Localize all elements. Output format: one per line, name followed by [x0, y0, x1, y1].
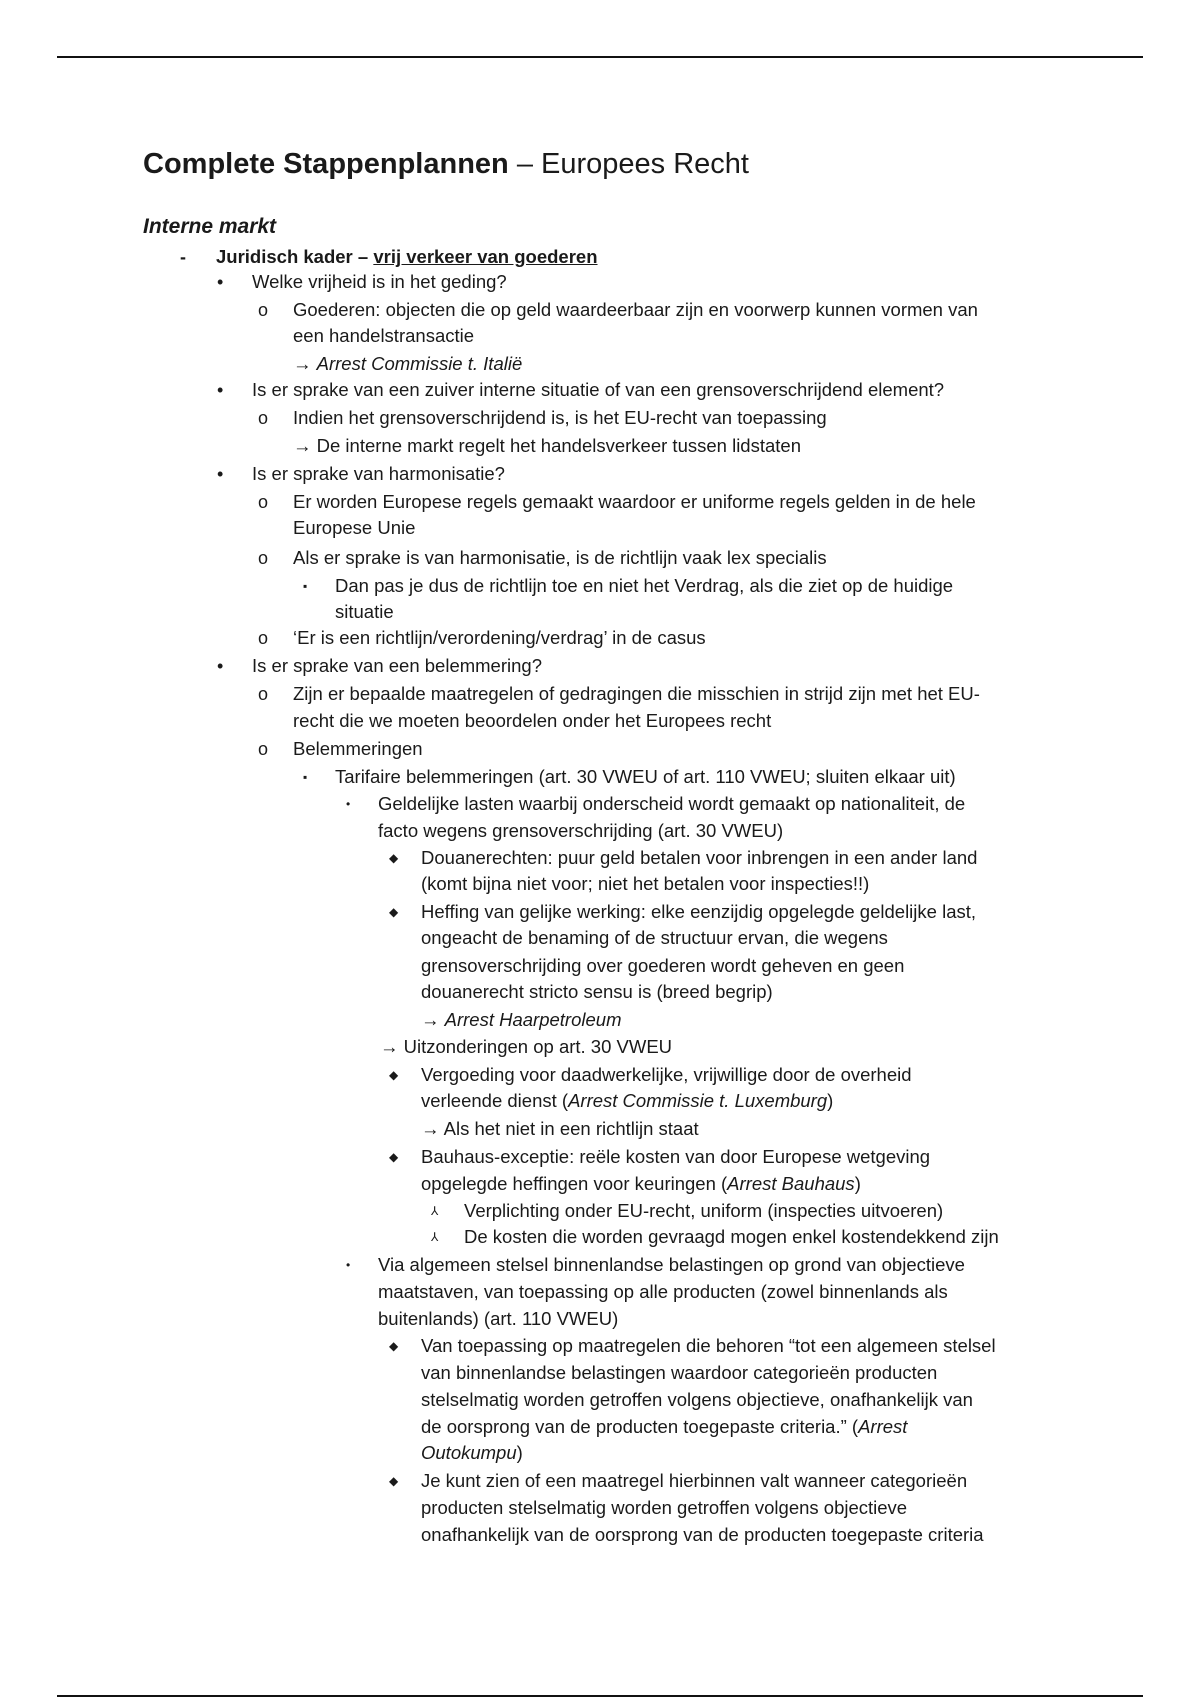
header-rule: [57, 56, 1143, 58]
list-item: [421, 1088, 833, 1114]
title-bold: Complete Stappenplannen: [143, 148, 509, 180]
small-bullet-marker: •: [346, 797, 351, 811]
list-item: grensoverschrijding over goederen wordt geheven en geen: [421, 955, 905, 976]
list-item: Geldelijke lasten waarbij onderscheid wordt gemaakt op nationaliteit, de: [378, 793, 966, 814]
arrow-text: Uitzonderingen op art. 30 VWEU: [403, 1036, 673, 1057]
text-part: opgelegde heffingen voor keuringen (: [421, 1173, 728, 1194]
arrow-line: [421, 1007, 621, 1033]
bullet-marker: •: [217, 464, 224, 484]
bullet-marker: •: [217, 656, 224, 676]
list-item: Is er sprake van een zuiver interne situatie of van een grensoverschrijdend element?: [252, 379, 945, 400]
diamond-marker: ◆: [389, 1068, 399, 1082]
circle-marker: o: [258, 408, 269, 428]
circle-marker: o: [258, 548, 269, 568]
case-reference: Arrest Bauhaus: [727, 1173, 855, 1194]
list-item: Via algemeen stelsel binnenlandse belastingen op grond van objectieve: [378, 1254, 965, 1275]
text-part: ): [854, 1173, 861, 1194]
list-item: Is er sprake van harmonisatie?: [252, 463, 505, 484]
circle-marker: o: [258, 684, 269, 704]
arrow-icon: →: [421, 1118, 440, 1139]
arrow-icon: →: [293, 435, 312, 456]
list-item: buitenlands) (art. 110 VWEU): [378, 1308, 619, 1329]
small-bullet-marker: •: [346, 1258, 351, 1272]
case-reference: Outokumpu: [421, 1442, 517, 1463]
section-heading: Interne markt: [143, 215, 277, 238]
list-item: Welke vrijheid is in het geding?: [252, 271, 507, 292]
list-item: [421, 1440, 523, 1466]
list-item: Vergoeding voor daadwerkelijke, vrijwillige door de overheid: [421, 1064, 912, 1085]
arrow-line: [421, 1116, 699, 1142]
square-marker: ▪: [303, 579, 308, 593]
arrow-line: [293, 351, 522, 377]
case-reference: Arrest: [858, 1416, 908, 1437]
circle-marker: o: [258, 300, 269, 320]
title-rest: – Europees Recht: [516, 148, 749, 180]
footer-rule: [57, 1695, 1143, 1697]
arrowhead-marker: ⅄: [431, 1230, 439, 1244]
list-item: situatie: [335, 601, 394, 622]
case-reference: Arrest Commissie t. Luxemburg: [568, 1090, 828, 1111]
list-item: De kosten die worden gevraagd mogen enkel kostendekkend zijn: [464, 1226, 999, 1247]
kader-heading: [216, 244, 598, 270]
list-item: Is er sprake van een belemmering?: [252, 655, 542, 676]
list-item: Belemmeringen: [293, 738, 423, 759]
dash-marker: -: [180, 247, 186, 267]
list-item: Verplichting onder EU-recht, uniform (inspecties uitvoeren): [464, 1200, 944, 1221]
kader-underlined: vrij verkeer van goederen: [373, 246, 598, 267]
list-item: Je kunt zien of een maatregel hierbinnen valt wanneer categorieën: [421, 1470, 968, 1491]
list-item: recht die we moeten beoordelen onder het Europees recht: [293, 710, 772, 731]
arrow-text: Als het niet in een richtlijn staat: [443, 1118, 699, 1139]
list-item: Als er sprake is van harmonisatie, is de richtlijn vaak lex specialis: [293, 547, 827, 568]
circle-marker: o: [258, 492, 269, 512]
list-item: Europese Unie: [293, 517, 416, 538]
list-item: facto wegens grensoverschrijding (art. 30 VWEU): [378, 820, 784, 841]
list-item: Indien het grensoverschrijdend is, is het EU-recht van toepassing: [293, 407, 827, 428]
list-item: onafhankelijk van de oorsprong van de producten toegepaste criteria: [421, 1524, 984, 1545]
list-item: stelselmatig worden getroffen volgens objectieve, onafhankelijk van: [421, 1389, 973, 1410]
text-part: de oorsprong van de producten toegepaste criteria.” (: [421, 1416, 859, 1437]
bullet-marker: •: [217, 272, 224, 292]
arrow-icon: →: [421, 1009, 440, 1030]
diamond-marker: ◆: [389, 851, 399, 865]
text-part: ): [516, 1442, 523, 1463]
kader-prefix: Juridisch kader –: [216, 246, 369, 267]
list-item: producten stelselmatig worden getroffen volgens objectieve: [421, 1497, 908, 1518]
case-reference: Arrest Haarpetroleum: [444, 1009, 622, 1030]
list-item: Zijn er bepaalde maatregelen of gedragingen die misschien in strijd zijn met het EU-: [293, 683, 980, 704]
list-item: Goederen: objecten die op geld waardeerbaar zijn en voorwerp kunnen vormen van: [293, 299, 978, 320]
list-item: ‘Er is een richtlijn/verordening/verdrag’ in de casus: [293, 627, 706, 648]
list-item: [421, 1171, 861, 1197]
document-title: [143, 146, 749, 182]
arrow-line: [293, 433, 801, 459]
diamond-marker: ◆: [389, 1339, 399, 1353]
arrow-icon: →: [380, 1036, 399, 1057]
diamond-marker: ◆: [389, 905, 399, 919]
list-item: [421, 1414, 907, 1440]
arrow-text: De interne markt regelt het handelsverkeer tussen lidstaten: [316, 435, 801, 456]
square-marker: ▪: [303, 770, 308, 784]
list-item: Tarifaire belemmeringen (art. 30 VWEU of art. 110 VWEU; sluiten elkaar uit): [335, 766, 956, 787]
list-item: maatstaven, van toepassing op alle producten (zowel binnenlands als: [378, 1281, 948, 1302]
arrow-icon: →: [293, 353, 312, 374]
list-item: Heffing van gelijke werking: elke eenzijdig opgelegde geldelijke last,: [421, 901, 977, 922]
list-item: van binnenlandse belastingen waardoor categorieën producten: [421, 1362, 938, 1383]
list-item: Van toepassing op maatregelen die behoren “tot een algemeen stelsel: [421, 1335, 996, 1356]
list-item: een handelstransactie: [293, 325, 475, 346]
list-item: douanerecht stricto sensu is (breed begrip): [421, 981, 773, 1002]
diamond-marker: ◆: [389, 1150, 399, 1164]
list-item: (komt bijna niet voor; niet het betalen voor inspecties!!): [421, 873, 870, 894]
list-item: Douanerechten: puur geld betalen voor inbrengen in een ander land: [421, 847, 978, 868]
circle-marker: o: [258, 628, 269, 648]
case-reference: Arrest Commissie t. Italië: [316, 353, 523, 374]
list-item: ongeacht de benaming of de structuur ervan, die wegens: [421, 927, 888, 948]
diamond-marker: ◆: [389, 1474, 399, 1488]
text-part: verleende dienst (: [421, 1090, 569, 1111]
list-item: Er worden Europese regels gemaakt waardoor er uniforme regels gelden in de hele: [293, 491, 976, 512]
list-item: Bauhaus-exceptie: reële kosten van door Europese wetgeving: [421, 1146, 931, 1167]
text-part: ): [827, 1090, 834, 1111]
arrowhead-marker: ⅄: [431, 1204, 439, 1218]
bullet-marker: •: [217, 380, 224, 400]
arrow-line: [380, 1034, 672, 1060]
list-item: Dan pas je dus de richtlijn toe en niet het Verdrag, als die ziet op de huidige: [335, 575, 954, 596]
circle-marker: o: [258, 739, 269, 759]
